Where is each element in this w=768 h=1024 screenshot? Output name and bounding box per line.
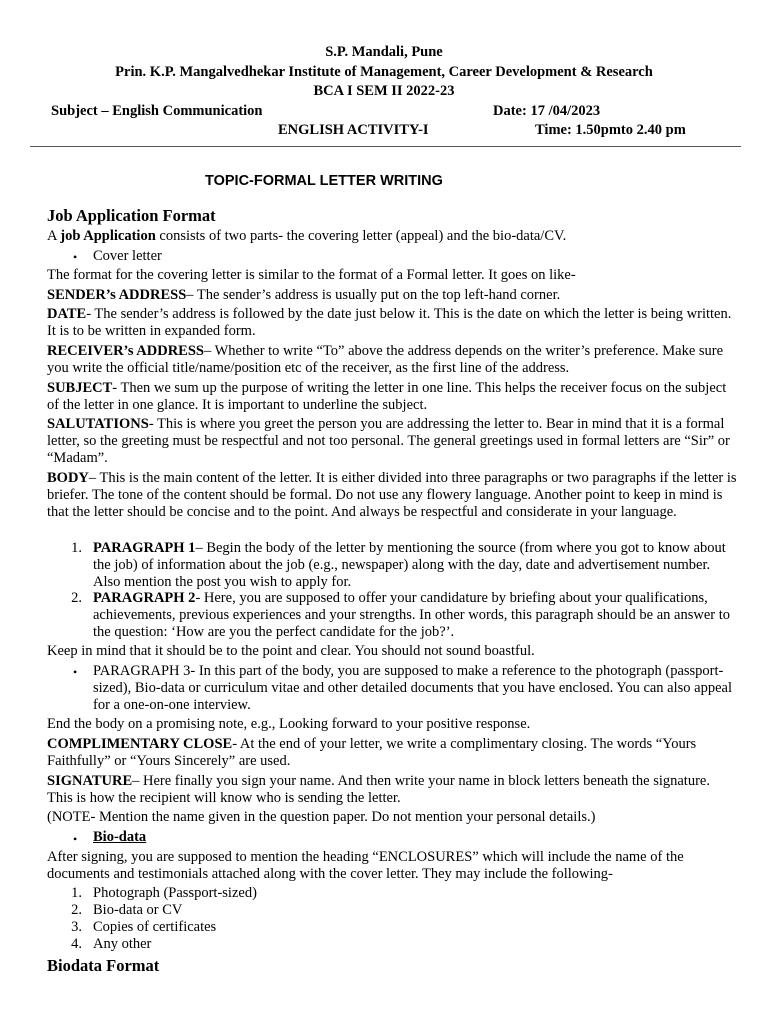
intro-post: consists of two parts- the covering letter (appeal) and the bio-data/CV. (155, 228, 567, 244)
bullet-marker: • (73, 832, 78, 846)
receiver-address-section (47, 343, 737, 377)
list-number: 4. (71, 936, 82, 952)
body-label: BODY (47, 470, 89, 486)
intro-pre: A (47, 228, 61, 244)
biodata-format-heading: Biodata Format (47, 956, 160, 975)
paragraph-2-label: PARAGRAPH 2 (93, 590, 196, 606)
header-divider (30, 146, 741, 147)
enclosure-item: Bio-data or CV (93, 902, 183, 918)
time-line: Time: 1.50pmto 2.40 pm (535, 122, 686, 138)
keep-in-mind-line: Keep in mind that it should be to the point and clear. You should not sound boastful. (47, 643, 535, 659)
list-number: 1. (71, 885, 82, 901)
activity-line: ENGLISH ACTIVITY-I (278, 122, 429, 138)
receiver-label: RECEIVER’s ADDRESS (47, 343, 204, 359)
sender-label: SENDER’s ADDRESS (47, 287, 187, 303)
body-text: – This is the main content of the letter. It is either divided into three paragraphs or two paragraphs if the letter is briefer. The tone of the content should be formal. Do not use any flowery language. Another point to keep in mind is that the letter should be concise and to the point. And always be respectful and considerate in your language. (47, 470, 737, 520)
sender-text: – The sender’s address is usually put on the top left-hand corner. (186, 287, 561, 303)
list-number: 3. (71, 919, 82, 935)
signature-text: – Here finally you sign your name. And then write your name in block letters beneath the signature. This is how the recipient will know who is sending the letter. (47, 773, 710, 806)
signature-section (47, 773, 737, 807)
end-body-line: End the body on a promising note, e.g., Looking forward to your positive response. (47, 716, 531, 732)
institute-name: Prin. K.P. Mangalvedhekar Institute of Management, Career Development & Research (115, 64, 653, 80)
date-label: DATE (47, 306, 87, 322)
paragraph-3-item: PARAGRAPH 3- In this part of the body, you are supposed to make a reference to the photograph (passport-sized), Bio-data or curriculum vitae and other detailed documents that you have enclosed. You can also appeal for a one-on-one interview. (93, 663, 733, 713)
salutations-text: - This is where you greet the person you are addressing the letter to. Bear in mind that it is a formal letter, so the greeting must be respectful and not too personal. The general greetings used in formal letters are “Sir” or “Madam”. (47, 416, 730, 466)
signature-label: SIGNATURE (47, 773, 133, 789)
enclosure-item: Any other (93, 936, 152, 952)
subject-label: SUBJECT (47, 380, 113, 396)
bullet-cover-letter: Cover letter (93, 248, 162, 264)
subject-text: - Then we sum up the purpose of writing the letter in one line. This helps the receiver focus on the subject of the letter in one glance. It is important to underline the subject. (47, 380, 727, 413)
list-number: 2. (71, 590, 82, 606)
list-number: 2. (71, 902, 82, 918)
date-section (47, 306, 737, 340)
bullet-marker: • (73, 665, 78, 679)
date-text: - The sender’s address is followed by the date just below it. This is the date on which the letter is being written. It is to be written in expanded form. (47, 306, 732, 339)
enclosures-paragraph: After signing, you are supposed to mention the heading “ENCLOSURES” which will include the name of the documents and testimonials attached along with the cover letter. They may include the following- (47, 849, 684, 882)
paragraph-1-label: PARAGRAPH 1 (93, 540, 196, 556)
subject-line: Subject – English Communication (51, 103, 263, 119)
format-line: The format for the covering letter is similar to the format of a Formal letter. It goes on like- (47, 267, 576, 283)
body-section (47, 470, 737, 520)
note-line: (NOTE- Mention the name given in the question paper. Do not mention your personal details.) (47, 809, 596, 825)
closing-label: COMPLIMENTARY CLOSE (47, 736, 233, 752)
complimentary-close-section (47, 736, 737, 770)
sender-address-section (47, 287, 737, 304)
receiver-text: – Whether to write “To” above the address depends on the writer’s preference. Make sure you write the official title/name/position etc of the receiver, as the first line of the address. (47, 343, 724, 376)
list-number: 1. (71, 540, 82, 556)
bullet-biodata: Bio-data (93, 829, 147, 845)
topic-title: TOPIC-FORMAL LETTER WRITING (205, 173, 443, 189)
intro-paragraph (47, 228, 737, 245)
org-name: S.P. Mandali, Pune (325, 44, 443, 60)
intro-bold: job Application (60, 228, 156, 244)
paragraph-2-item (93, 590, 733, 640)
salutations-label: SALUTATIONS (47, 416, 149, 432)
paragraph-2-text: - Here, you are supposed to offer your candidature by briefing about your qualifications, achievements, previous experiences and your strengths. In other words, this paragraph should be an answer to the question: ‘How are you the perfect candidate for the job?’. (93, 590, 731, 640)
subject-section (47, 380, 737, 414)
enclosure-item: Photograph (Passport-sized) (93, 885, 257, 901)
enclosure-item: Copies of certificates (93, 919, 217, 935)
job-application-heading: Job Application Format (47, 206, 216, 225)
bullet-marker: • (73, 250, 78, 264)
closing-text: - At the end of your letter, we write a complimentary closing. The words “Yours Faithfully” or “Yours Sincerely” are used. (47, 736, 697, 769)
course-line: BCA I SEM II 2022-23 (313, 83, 455, 99)
salutations-section (47, 416, 737, 466)
date-line: Date: 17 /04/2023 (493, 103, 601, 119)
paragraph-1-text: – Begin the body of the letter by mentioning the source (from where you got to know about the job) of information about the job (e.g., newspaper) along with the day, date and advertisement number. Also mention the post you wish to apply for. (93, 540, 726, 590)
paragraph-1-item (93, 540, 733, 590)
